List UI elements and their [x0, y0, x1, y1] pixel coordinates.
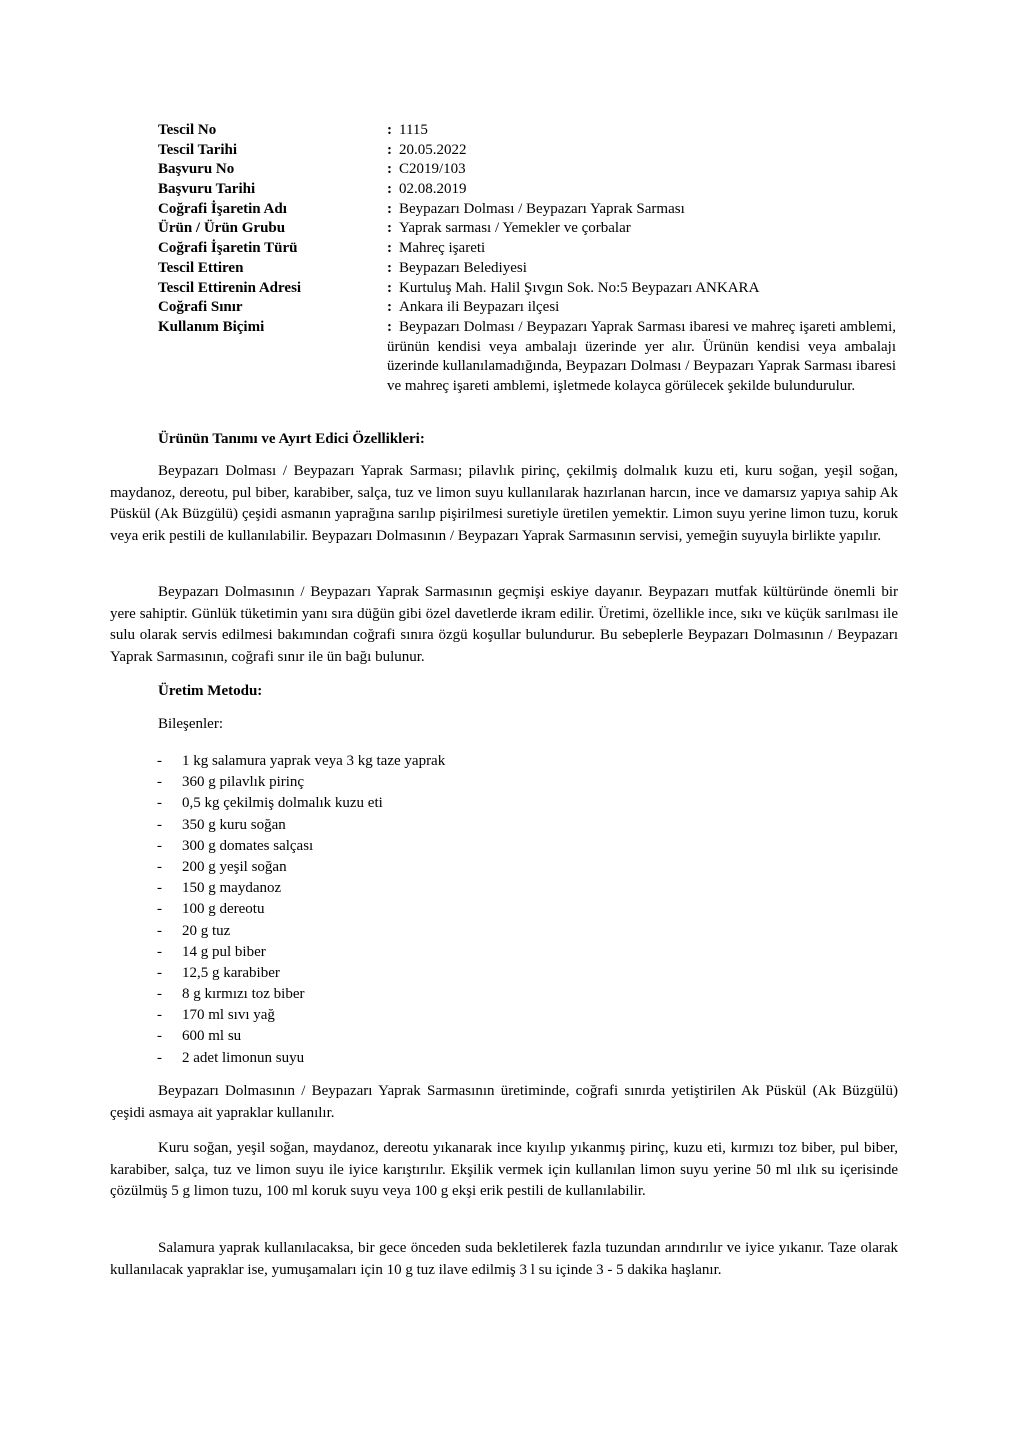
ingredient-text: 300 g domates salçası [182, 837, 314, 854]
paragraph-filling-preparation: Kuru soğan, yeşil soğan, maydanoz, dereotu yıkanarak ince kıyılıp yıkanmış pirinç, kuzu eti, kırmızı toz biber, pul biber, karabiber, salça, tuz ve limon suyu ile iyice karıştırılır. Ekşilik vermek için kullanılan limon suyu yerine 50 ml ılık su içerisinde çözülmüş 5 g limon tuzu, 100 ml koruk suyu veya 100 g ekşi erik pestili de kullanılabilir. [110, 1140, 898, 1200]
meta-colon: : [387, 200, 392, 217]
meta-value: Kurtuluş Mah. Halil Şıvgın Sok. No:5 Beypazarı ANKARA [399, 279, 760, 296]
registration-info-table [158, 121, 898, 397]
paragraph-leaf-variety: Beypazarı Dolmasının / Beypazarı Yaprak Sarmasının üretiminde, coğrafi sınırda yetiştirilen Ak Püskül (Ak Büzgülü) çeşidi asmaya ait yapraklar kullanılır. [110, 1083, 898, 1121]
meta-value: Beypazarı Belediyesi [399, 259, 527, 276]
ingredient-text: 170 ml sıvı yağ [182, 1007, 275, 1024]
list-dash: - [157, 1049, 162, 1066]
list-dash: - [157, 901, 162, 918]
meta-label: Başvuru No [158, 161, 235, 178]
list-dash: - [157, 880, 162, 897]
meta-label: Tescil No [158, 122, 217, 138]
meta-value [387, 318, 896, 397]
ingredient-text: 20 g tuz [182, 922, 231, 939]
ingredient-text: 1 kg salamura yaprak veya 3 kg taze yaprak [182, 753, 446, 769]
ingredient-text: 360 g pilavlık pirinç [182, 774, 305, 791]
ingredient-text: 150 g maydanoz [182, 880, 282, 897]
meta-label: Ürün / Ürün Grubu [158, 220, 286, 237]
list-item [157, 857, 445, 878]
meta-colon: : [387, 181, 392, 198]
meta-value: 02.08.2019 [399, 181, 467, 198]
meta-value: Beypazarı Dolması / Beypazarı Yaprak Sarması [399, 200, 685, 217]
ingredients-list [157, 751, 445, 1069]
meta-row-registration-date [158, 141, 898, 161]
list-item [157, 942, 445, 963]
list-dash: - [157, 837, 162, 854]
list-dash: - [157, 1028, 162, 1045]
list-item [157, 793, 445, 814]
list-dash: - [157, 922, 162, 939]
list-item [157, 921, 445, 942]
list-item [157, 1005, 445, 1026]
ingredient-text: 14 g pul biber [182, 943, 266, 960]
ingredient-text: 8 g kırmızı toz biber [182, 986, 305, 1003]
meta-row-application-no [158, 160, 898, 180]
meta-row-product-group [158, 219, 898, 239]
meta-colon: : [387, 299, 392, 316]
list-dash: - [157, 1007, 162, 1024]
meta-value: 20.05.2022 [399, 141, 467, 158]
list-item [157, 1026, 445, 1047]
meta-colon: : [387, 141, 392, 158]
meta-row-geo-boundary [158, 298, 898, 318]
list-item [157, 963, 445, 984]
meta-colon: : [387, 122, 392, 138]
ingredient-text: 350 g kuru soğan [182, 816, 286, 833]
meta-label: Kullanım Biçimi [158, 318, 265, 335]
meta-label: Coğrafi Sınır [158, 299, 243, 316]
ingredient-text: 100 g dereotu [182, 901, 265, 918]
meta-colon: : [387, 259, 392, 276]
meta-label: Tescil Ettirenin Adresi [158, 279, 302, 296]
meta-label: Tescil Tarihi [158, 141, 238, 158]
meta-colon: : [387, 220, 392, 237]
meta-row-registration-no [158, 121, 898, 141]
list-dash: - [157, 774, 162, 791]
meta-colon: : [387, 161, 392, 178]
section-heading-production-method: Üretim Metodu: [158, 683, 263, 699]
meta-colon: : [387, 240, 392, 257]
meta-row-geo-indication-type [158, 239, 898, 259]
meta-label: Coğrafi İşaretin Adı [158, 200, 287, 217]
list-item [157, 751, 445, 772]
paragraph-history: Beypazarı Dolmasının / Beypazarı Yaprak Sarmasının geçmişi eskiye dayanır. Beypazarı mutfak kültüründe önemli bir yere sahiptir. Günlük tüketimin yanı sıra düğün gibi özel davetlerde ikram edilir. Üretimi, özellikle ince, sıkı ve küçük sarılması ile sulu olarak servis edilmesi bakımından coğrafi sınıra özgü koşullar bulundurur. Bu sebeplerle Beypazarı Dolmasının / Beypazarı Yaprak Sarmasının, coğrafi sınır ile ün bağı bulunur. [110, 584, 898, 665]
list-dash: - [157, 753, 162, 769]
meta-row-application-date [158, 180, 898, 200]
meta-label: Tescil Ettiren [158, 259, 244, 276]
list-dash: - [157, 858, 162, 875]
list-item [157, 772, 445, 793]
list-dash: - [157, 816, 162, 833]
meta-colon: : [387, 279, 392, 296]
paragraph-leaf-preparation: Salamura yaprak kullanılacaksa, bir gece önceden suda bekletilerek fazla tuzundan arındırılır ve iyice yıkanır. Taze olarak kullanılacak yapraklar ise, yumuşamaları için 10 g tuz ilave edilmiş 3 l su içinde 3 - 5 dakika haşlanır. [110, 1240, 898, 1278]
meta-label: Coğrafi İşaretin Türü [158, 240, 298, 257]
list-dash: - [157, 964, 162, 981]
meta-value: 1115 [399, 122, 428, 138]
meta-row-registrant [158, 259, 898, 279]
list-item [157, 1048, 445, 1069]
ingredient-text: 2 adet limonun suyu [182, 1049, 305, 1066]
meta-value: Ankara ili Beypazarı ilçesi [399, 299, 560, 316]
ingredient-text: 200 g yeşil soğan [182, 858, 287, 875]
section-heading-description: Ürünün Tanımı ve Ayırt Edici Özellikleri: [158, 431, 425, 447]
list-dash: - [157, 795, 162, 812]
list-item [157, 984, 445, 1005]
meta-row-registrant-address [158, 279, 898, 299]
paragraph-description: Beypazarı Dolması / Beypazarı Yaprak Sarması; pilavlık pirinç, çekilmiş dolmalık kuzu eti, kuru soğan, yeşil soğan, maydanoz, dereotu, pul biber, karabiber, salça, tuz ve limon suyu kullanılarak hazırlanan harcın, ince ve damarsız yapıya sahip Ak Püskül (Ak Büzgülü) çeşidi asmanın yaprağına sarılıp pişirilmesi suretiyle üretilen yemektir. Limon suyu yerine limon tuzu, koruk veya erik pestili de kullanılabilir. Beypazarı Dolmasının / Beypazarı Yaprak Sarmasının servisi, yemeğin suyuyla birlikte yapılır. [110, 463, 898, 544]
meta-row-usage-form [158, 318, 898, 397]
meta-colon: : [387, 318, 392, 335]
meta-label: Başvuru Tarihi [158, 181, 256, 198]
meta-value: Mahreç işareti [399, 240, 486, 257]
meta-row-geo-indication-name [158, 200, 898, 220]
list-dash: - [157, 943, 162, 960]
ingredient-text: 0,5 kg çekilmiş dolmalık kuzu eti [182, 795, 383, 812]
list-dash: - [157, 986, 162, 1003]
meta-value: C2019/103 [399, 161, 466, 178]
ingredient-text: 12,5 g karabiber [182, 964, 280, 981]
list-item [157, 836, 445, 857]
list-item [157, 815, 445, 836]
ingredients-label: Bileşenler: [158, 716, 223, 732]
usage-form-text: Beypazarı Dolması / Beypazarı Yaprak Sarması ibaresi ve mahreç işareti amblemi, ürünün kendisi veya ambalajı üzerinde yer alır. Ürünün kendisi veya ambalajı üzerinde kullanılamadığında, Beypazarı Dolması / Beypazarı Yaprak Sarması ibaresi ve mahreç işareti amblemi, işletmede kolayca görülecek şekilde bulundurulur. [387, 318, 896, 394]
list-item [157, 878, 445, 899]
meta-value: Yaprak sarması / Yemekler ve çorbalar [399, 220, 631, 237]
ingredient-text: 600 ml su [182, 1028, 242, 1045]
list-item [157, 899, 445, 920]
